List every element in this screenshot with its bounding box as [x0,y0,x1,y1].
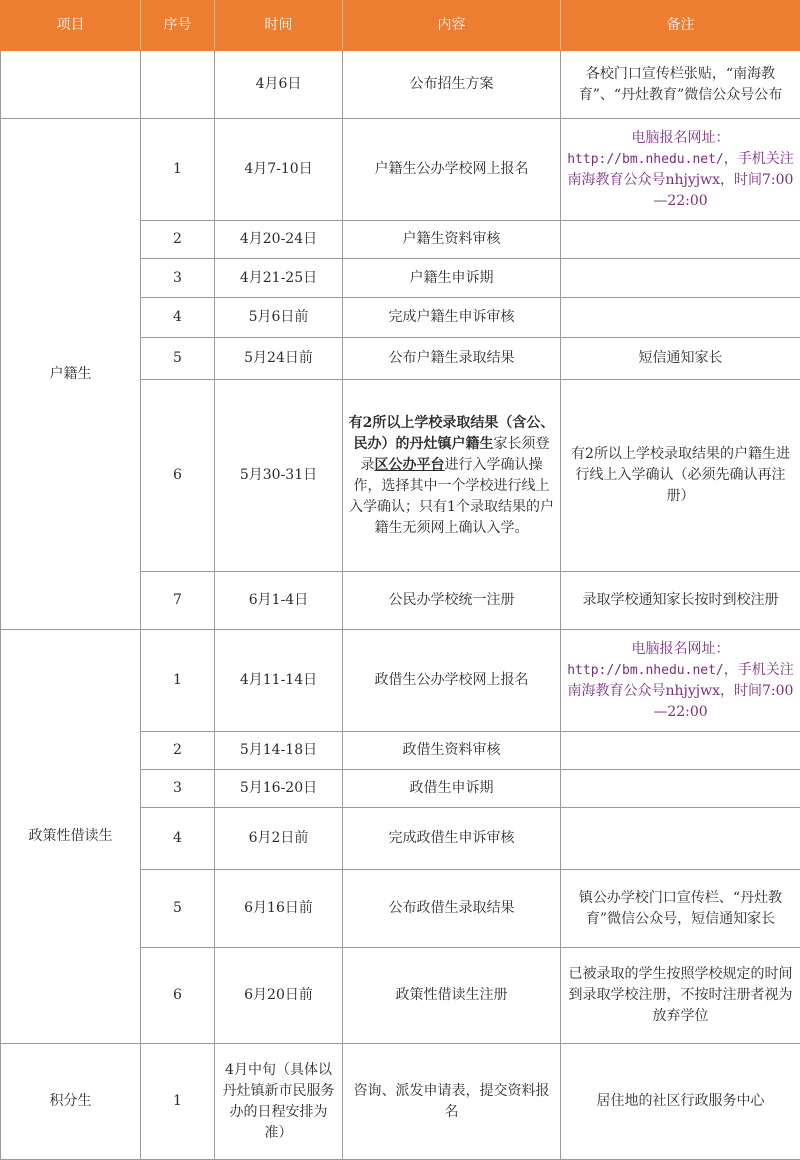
seq-cell: 1 [141,1044,215,1160]
content-cell: 政借生申诉期 [343,770,561,808]
content-cell: 户籍生申诉期 [343,259,561,298]
note-cell [561,119,800,221]
content-cell: 完成政借生申诉审核 [343,808,561,870]
time-cell: 6月1-4日 [215,572,343,630]
time-cell: 6月20日前 [215,948,343,1044]
time-cell: 6月16日前 [215,870,343,948]
seq-cell: 1 [141,630,215,732]
content-cell: 完成户籍生申诉审核 [343,298,561,338]
content-cell: 户籍生公办学校网上报名 [343,119,561,221]
time-cell: 6月2日前 [215,808,343,870]
content-bold-text: 有2所以上学校录取结果（含公、民办）的丹灶镇户籍生 [349,415,555,452]
content-cell: 公布政借生录取结果 [343,870,561,948]
content-cell: 公民办学校统一注册 [343,572,561,630]
note-cell: 有2所以上学校录取结果的户籍生进行线上入学确认（必须先确认再注册） [561,380,800,572]
table-row [1,630,800,732]
table-row [1,119,800,221]
note-label: 电脑报名网址： [632,130,730,146]
seq-cell: 3 [141,770,215,808]
time-cell: 5月24日前 [215,338,343,380]
header-seq: 序号 [141,1,215,51]
time-cell: 4月6日 [215,51,343,119]
seq-cell: 1 [141,119,215,221]
registration-url[interactable]: http://bm.nhedu.net/ [567,663,724,678]
note-cell: 镇公办学校门口宣传栏、“丹灶教育”微信公众号，短信通知家长 [561,870,800,948]
seq-cell: 2 [141,732,215,770]
category-huji: 户籍生 [1,119,141,630]
content-cell: 政借生公办学校网上报名 [343,630,561,732]
content-cell: 咨询、派发申请表，提交资料报名 [343,1044,561,1160]
header-row [1,1,800,51]
table-row [1,1044,800,1160]
note-text: ，手机关注南海教育公众号nhjyjwx，时间7:00—22:00 [568,662,794,720]
header-content: 内容 [343,1,561,51]
category-zhengce: 政策性借读生 [1,630,141,1044]
time-cell: 4月21-25日 [215,259,343,298]
seq-cell: 3 [141,259,215,298]
note-label: 电脑报名网址： [632,641,730,657]
content-cell: 公布户籍生录取结果 [343,338,561,380]
platform-link[interactable]: 区公办平台 [375,457,445,473]
time-cell: 4月7-10日 [215,119,343,221]
content-text: 家长须登录 [361,436,550,473]
time-cell: 5月30-31日 [215,380,343,572]
category-cell-empty [1,51,141,119]
header-item: 项目 [1,1,141,51]
note-cell [561,298,800,338]
note-cell [561,808,800,870]
content-cell: 公布招生方案 [343,51,561,119]
note-cell: 录取学校通知家长按时到校注册 [561,572,800,630]
note-cell: 居住地的社区行政服务中心 [561,1044,800,1160]
time-cell: 5月16-20日 [215,770,343,808]
note-cell [561,221,800,259]
seq-cell: 7 [141,572,215,630]
note-cell: 已被录取的学生按照学校规定的时间到录取学校注册，不按时注册者视为放弃学位 [561,948,800,1044]
content-cell: 政借生资料审核 [343,732,561,770]
content-text: 进行入学确认操作，选择其中一个学校进行线上入学确认；只有1个录取结果的户籍生无须网上确认入学。 [349,457,554,536]
seq-cell: 2 [141,221,215,259]
note-cell: 短信通知家长 [561,338,800,380]
note-cell [561,259,800,298]
note-cell [561,732,800,770]
seq-cell: 6 [141,948,215,1044]
note-cell [561,630,800,732]
note-cell: 各校门口宣传栏张贴，“南海教育”、“丹灶教育”微信公众号公布 [561,51,800,119]
note-text: ，手机关注南海教育公众号nhjyjwx，时间7:00—22:00 [568,151,794,209]
seq-cell: 5 [141,870,215,948]
seq-cell: 4 [141,808,215,870]
content-cell: 政策性借读生注册 [343,948,561,1044]
registration-url[interactable]: http://bm.nhedu.net/ [567,152,724,167]
content-cell [343,380,561,572]
time-cell: 4月中旬（具体以丹灶镇新市民服务办的日程安排为准） [215,1044,343,1160]
time-cell: 4月20-24日 [215,221,343,259]
time-cell: 5月6日前 [215,298,343,338]
seq-cell: 4 [141,298,215,338]
category-jifen: 积分生 [1,1044,141,1160]
seq-cell-empty [141,51,215,119]
header-note: 备注 [561,1,800,51]
time-cell: 4月11-14日 [215,630,343,732]
seq-cell: 5 [141,338,215,380]
table-row [1,51,800,119]
note-cell [561,770,800,808]
content-cell: 户籍生资料审核 [343,221,561,259]
seq-cell: 6 [141,380,215,572]
header-time: 时间 [215,1,343,51]
time-cell: 5月14-18日 [215,732,343,770]
